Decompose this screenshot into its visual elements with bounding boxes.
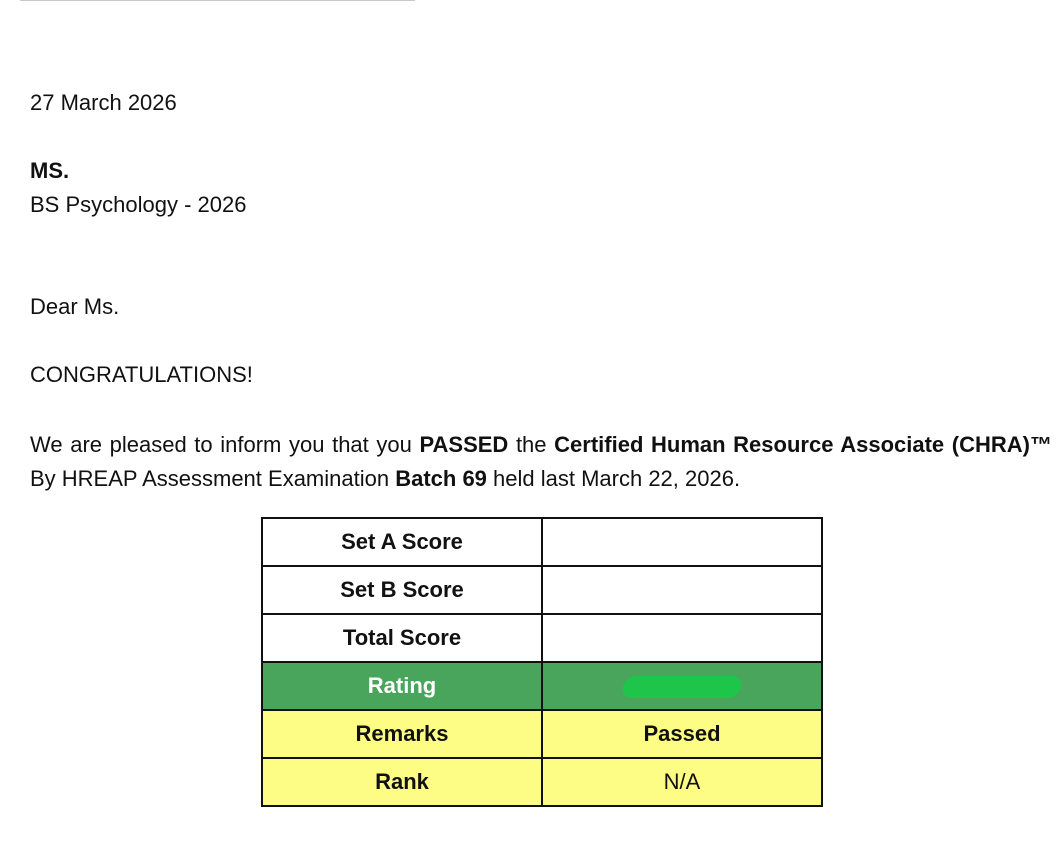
- set-a-value: [542, 518, 822, 566]
- set-a-label: Set A Score: [262, 518, 542, 566]
- table-row-set-b: [262, 566, 822, 614]
- recipient-program: BS Psychology - 2026: [30, 192, 247, 217]
- remarks-label: Remarks: [262, 710, 542, 758]
- rating-label: Rating: [262, 662, 542, 710]
- table-row-rating: [262, 662, 822, 710]
- body-text-2: the: [508, 432, 555, 457]
- salutation: Dear Ms.: [30, 294, 120, 319]
- table-row-remarks: [262, 710, 822, 758]
- set-b-label: Set B Score: [262, 566, 542, 614]
- set-b-value: [542, 566, 822, 614]
- letter-date: 27 March 2026: [30, 90, 177, 115]
- recipient-title: MS.: [30, 158, 70, 183]
- passed-emphasis: PASSED: [419, 432, 509, 457]
- remarks-value: Passed: [542, 710, 822, 758]
- table-row-rank: [262, 758, 822, 806]
- redaction-mark: [621, 676, 744, 698]
- results-table: [261, 517, 823, 807]
- batch-number: Batch 69: [395, 466, 487, 491]
- table-row-total: [262, 614, 822, 662]
- body-text-1: We are pleased to inform you that you: [30, 432, 420, 457]
- total-score-label: Total Score: [262, 614, 542, 662]
- rank-value: N/A: [542, 758, 822, 806]
- certification-name: Certified Human Resource Associate (CHRA)™: [554, 432, 1052, 457]
- congratulations-heading: CONGRATULATIONS!: [30, 362, 253, 387]
- rating-value: [542, 662, 822, 710]
- table-row-set-a: [262, 518, 822, 566]
- letter-body-paragraph: [30, 428, 1052, 496]
- body-text-4: held last March 22, 2026.: [486, 466, 741, 491]
- body-text-3: By HREAP Assessment Examination: [30, 466, 396, 491]
- rank-label: Rank: [262, 758, 542, 806]
- top-divider: [20, 0, 415, 1]
- total-score-value: [542, 614, 822, 662]
